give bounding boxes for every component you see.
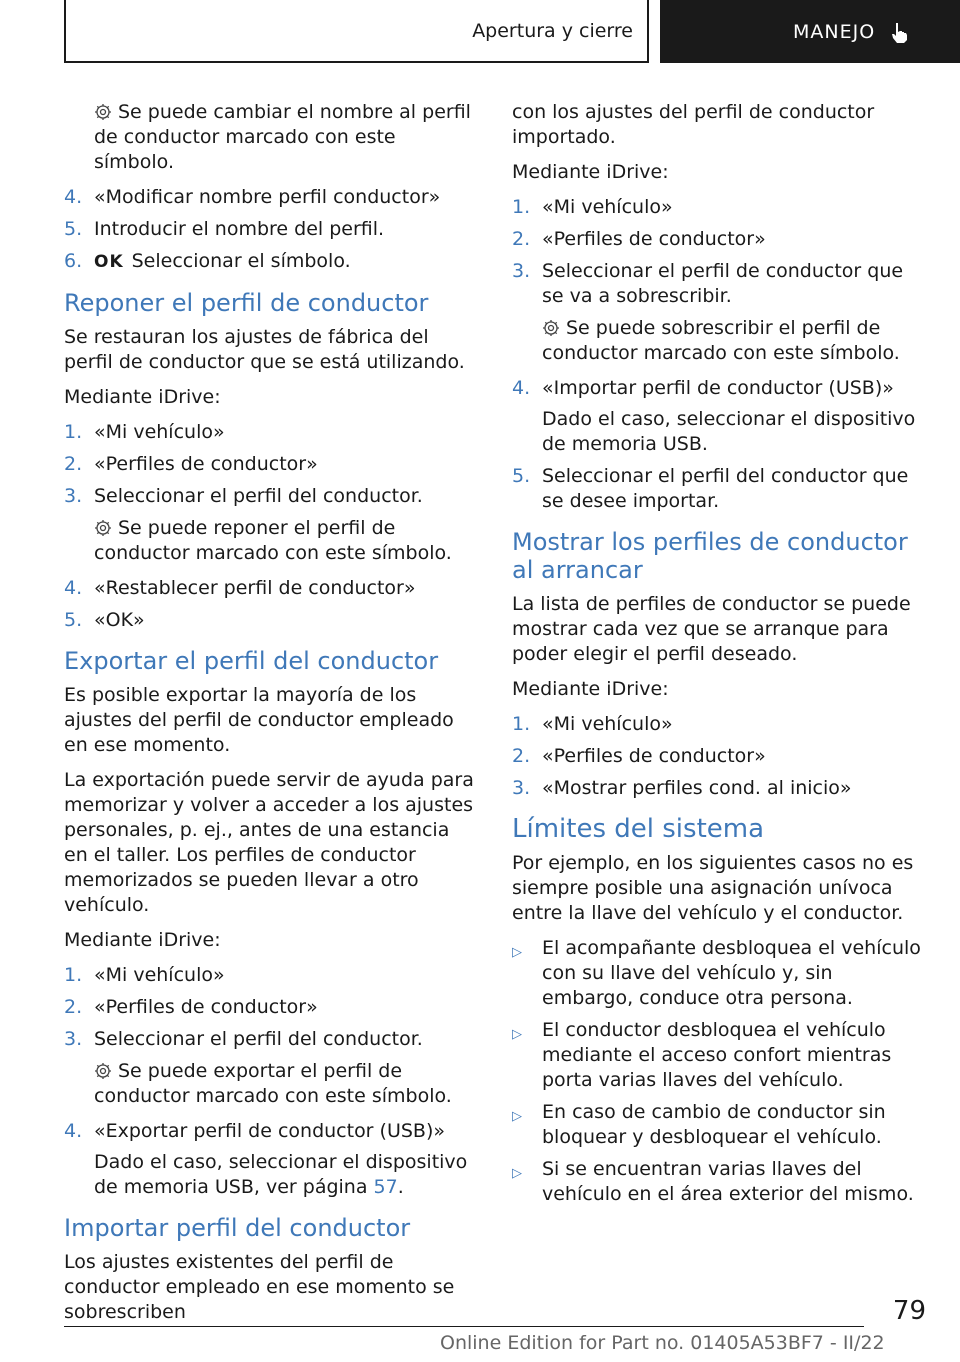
steering-hand-icon bbox=[887, 19, 913, 45]
list-item: 3. «Mostrar perfiles cond. al inicio» bbox=[512, 777, 852, 799]
list-item: 4. «Exportar perfil de conductor (USB)» Dado el caso, seleccionar el dispositivo de memoria USB, ver página 57. bbox=[64, 1119, 479, 1200]
section-title-export: Exportar el perfil del conductor bbox=[64, 647, 439, 675]
paragraph: Es posible exportar la mayoría de los ajustes del perfil de conductor empleado en ese momento. bbox=[64, 684, 454, 756]
list-item: ▷ En caso de cambio de conductor sin bloquear y desbloquear el vehículo. bbox=[512, 1101, 886, 1148]
import-steps bbox=[512, 195, 927, 309]
paragraph: con los ajustes del perfil de conductor importado. bbox=[512, 101, 875, 148]
list-item: ▷ Si se encuentran varias llaves del vehículo en el área exterior del mismo. bbox=[512, 1158, 914, 1205]
list-item: 2. «Perfiles de conductor» bbox=[64, 996, 318, 1018]
list-item: 2. «Perfiles de conductor» bbox=[64, 453, 318, 475]
header-chapter-title: MANEJO bbox=[793, 20, 876, 43]
left-column bbox=[64, 100, 479, 1335]
list-item: 5. Introducir el nombre del perfil. bbox=[64, 218, 385, 240]
footer-divider bbox=[64, 1326, 864, 1327]
paragraph: Los ajustes existentes del perfil de conductor empleado en ese momento se sobrescriben bbox=[64, 1251, 455, 1323]
gear-icon bbox=[94, 103, 112, 121]
list-item: 4. «Importar perfil de conductor (USB)» Dado el caso, seleccionar el dispositivo de memoria USB. bbox=[512, 376, 927, 457]
bullet-triangle-icon: ▷ bbox=[512, 1166, 522, 1181]
export-steps-2 bbox=[64, 1119, 479, 1200]
intro-steps bbox=[64, 185, 479, 275]
paragraph: Mediante iDrive: bbox=[64, 929, 221, 951]
right-column bbox=[512, 100, 927, 1214]
paragraph: Mediante iDrive: bbox=[512, 161, 669, 183]
list-item: 4. «Modificar nombre perfil conductor» bbox=[64, 186, 441, 208]
rename-note bbox=[64, 100, 479, 175]
bullet-triangle-icon: ▷ bbox=[512, 1027, 522, 1042]
section-title-show: Mostrar los perfiles de conductor al arrancar bbox=[512, 528, 908, 584]
list-item: ▷ El conductor desbloquea el vehículo mediante el acceso confort mientras porta varias llaves del vehículo. bbox=[512, 1019, 892, 1091]
page-number: 79 bbox=[892, 1296, 926, 1326]
step-detail: Dado el caso, seleccionar el dispositivo de memoria USB, ver página 57. bbox=[94, 1151, 468, 1198]
list-item: 3. Seleccionar el perfil del conductor. bbox=[64, 485, 423, 507]
limits-list bbox=[512, 936, 927, 1207]
paragraph: La lista de perfiles de conductor se puede mostrar cada vez que se arranque para poder elegir el perfil deseado. bbox=[512, 593, 911, 665]
section-title-limits: Límites del sistema bbox=[512, 814, 765, 844]
header-section-title: Apertura y cierre bbox=[472, 19, 633, 42]
section-title-import: Importar perfil del conductor bbox=[64, 1214, 411, 1242]
list-item: ▷ El acompañante desbloquea el vehículo con su llave del vehículo y, sin embargo, conduce otra persona. bbox=[512, 937, 921, 1009]
gear-icon bbox=[94, 1062, 112, 1080]
section-title-reset: Reponer el perfil de conductor bbox=[64, 289, 429, 317]
list-item: 4. «Restablecer perfil de conductor» bbox=[64, 577, 416, 599]
reset-steps bbox=[64, 420, 479, 509]
page-link[interactable]: 57 bbox=[373, 1176, 398, 1198]
list-item: 3. Seleccionar el perfil del conductor. bbox=[64, 1028, 423, 1050]
ok-icon: OK bbox=[94, 252, 124, 272]
export-steps bbox=[64, 963, 479, 1052]
bullet-triangle-icon: ▷ bbox=[512, 1109, 522, 1124]
step-detail: Dado el caso, seleccionar el dispositivo de memoria USB. bbox=[542, 408, 916, 455]
paragraph: Por ejemplo, en los siguientes casos no es siempre posible una asignación unívoca entre la llave del vehículo y el conductor. bbox=[512, 852, 914, 924]
header-chapter-tab bbox=[660, 0, 960, 63]
show-steps bbox=[512, 712, 927, 801]
gear-icon bbox=[542, 319, 560, 337]
import-steps-2 bbox=[512, 376, 927, 514]
list-item: 3. Seleccionar el perfil de conductor que se va a sobrescribir. bbox=[512, 260, 904, 307]
paragraph: La exportación puede servir de ayuda para memorizar y volver a acceder a los ajustes personales, p. ej., antes de una estancia en el taller. Los perfiles de conductor memorizados se pueden llevar a otro vehículo. bbox=[64, 769, 474, 916]
list-item: 1. «Mi vehículo» bbox=[512, 196, 673, 218]
list-item: 5. Seleccionar el perfil del conductor que se desee importar. bbox=[512, 465, 909, 512]
import-note: Se puede sobrescribir el perfil de conductor marcado con este símbolo. bbox=[542, 317, 900, 364]
list-item: 5. «OK» bbox=[64, 609, 145, 631]
paragraph: Se restauran los ajustes de fábrica del perfil de conductor que se está utilizando. bbox=[64, 326, 465, 373]
export-note: Se puede exportar el perfil de conductor marcado con este símbolo. bbox=[94, 1060, 452, 1107]
list-item: 1. «Mi vehículo» bbox=[512, 713, 673, 735]
note-text: Se puede cambiar el nombre al perfil de conductor marcado con este símbolo. bbox=[94, 101, 471, 173]
gear-icon bbox=[94, 519, 112, 537]
list-item: 2. «Perfiles de conductor» bbox=[512, 228, 766, 250]
list-item: 6. OK Seleccionar el símbolo. bbox=[64, 249, 479, 275]
footer-edition: Online Edition for Part no. 01405A53BF7 - II/22 bbox=[440, 1332, 885, 1354]
list-item: 2. «Perfiles de conductor» bbox=[512, 745, 766, 767]
header-section-tab bbox=[64, 0, 649, 63]
list-item: 1. «Mi vehículo» bbox=[64, 421, 225, 443]
paragraph: Mediante iDrive: bbox=[512, 678, 669, 700]
list-item: 1. «Mi vehículo» bbox=[64, 964, 225, 986]
bullet-triangle-icon: ▷ bbox=[512, 945, 522, 960]
paragraph: Mediante iDrive: bbox=[64, 386, 221, 408]
reset-note: Se puede reponer el perfil de conductor marcado con este símbolo. bbox=[94, 517, 452, 564]
reset-steps-2 bbox=[64, 576, 479, 633]
